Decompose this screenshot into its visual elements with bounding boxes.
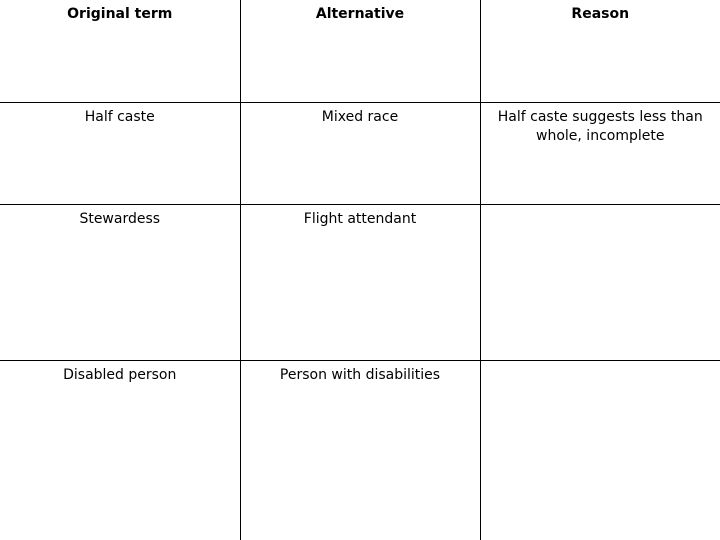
original-term-cell: Disabled person — [0, 360, 240, 540]
original-term-cell: Stewardess — [0, 204, 240, 360]
table-row — [0, 360, 720, 540]
reason-cell: Half caste suggests less than whole, incomplete — [480, 102, 720, 204]
table-row — [0, 204, 720, 360]
table-row — [0, 102, 720, 204]
alternative-cell: Person with disabilities — [240, 360, 480, 540]
header-reason: Reason — [480, 0, 720, 102]
reason-cell — [480, 360, 720, 540]
header-alternative: Alternative — [240, 0, 480, 102]
original-term-cell: Half caste — [0, 102, 240, 204]
table-header-row — [0, 0, 720, 102]
header-original-term: Original term — [0, 0, 240, 102]
reason-cell — [480, 204, 720, 360]
alternative-cell: Flight attendant — [240, 204, 480, 360]
alternative-cell: Mixed race — [240, 102, 480, 204]
